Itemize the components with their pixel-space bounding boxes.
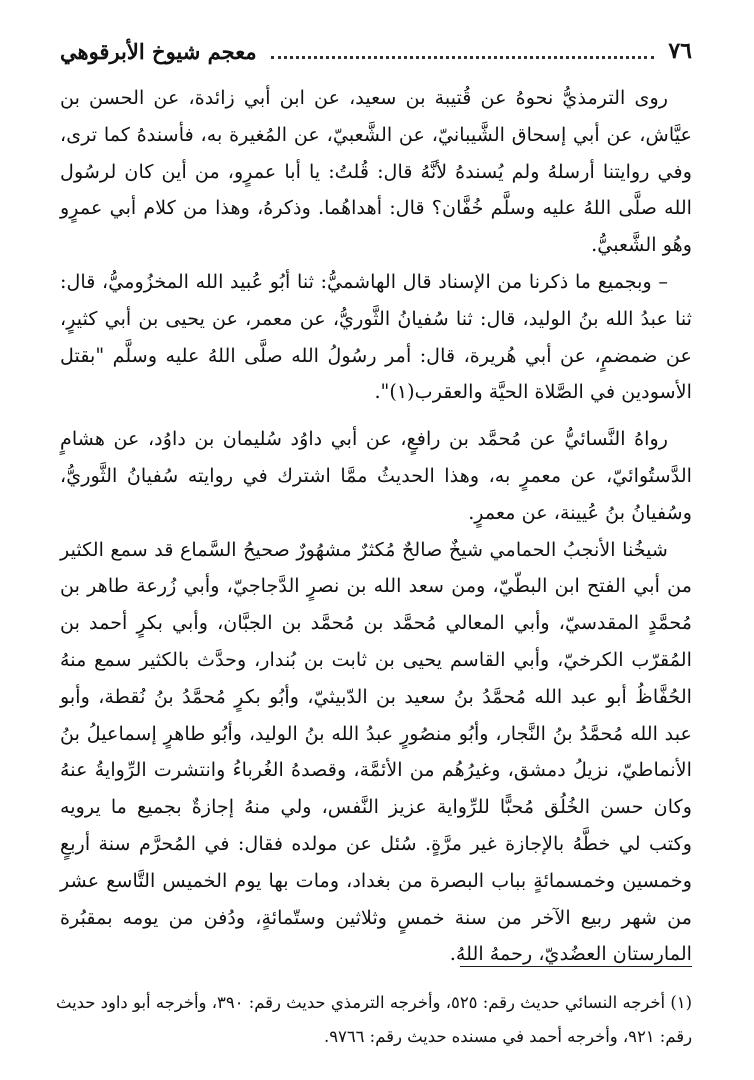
paragraph-nasai: رواهُ النَّسائيُّ عن مُحمَّد بن رافعٍ، عن أبي داوُد سُليمان بن داوُد، عن هشامٍ الدَّستُوائيّ، عن معمرٍ به، وهذا الحديثُ ممَّا اشترك في روايته سُفيانُ الثَّوريُّ، وسُفيانُ بنُ عُيينة، عن معمرٍ. [60, 427, 692, 524]
page-number: ٧٦ [668, 38, 692, 64]
running-header [60, 34, 692, 68]
footnote-separator [460, 966, 692, 967]
paragraph-biography: شيخُنا الأنجبُ الحمامي شيخٌ صالحٌ مُكثرٌ مشهُورٌ صحيحُ السَّماع قد سمع الكثير من أبي الفتح ابن البطّيّ، ومن سعد الله بن نصرٍ الدَّجاجيّ، وأبي زُرعة طاهر بن مُحمَّدٍ المقدسيّ، وأبي المعالي مُحمَّد بن مُحمَّد بن الجبَّان، وأبي بكرٍ أحمد بن المُقرّب الكرخيّ، وأبي القاسم يحيى بن ثابت بن بُندار، وحدَّث بالكثير سمع منهُ الحُفَّاظُ أبو عبد الله مُحمَّدُ بنُ سعيد بن الدّبيثيّ، وأبُو بكرٍ مُحمَّدُ بنُ نُقطة، وأبو عبد الله مُحمَّدُ بنُ النَّجار، وأبُو منصُورٍ عبدُ الله بنُ الوليد، وأبُو طاهرٍ إسماعيلُ بنُ الأنماطيّ، نزيلُ دمشق، وغيرُهُم من الأئمَّة، وقصدهُ الغُرباءُ وانتشرت الرِّوايةُ عنهُ وكان حسن الخُلُق مُحبًّا للرِّواية عزيز النَّفس، ولي منهُ إجازةٌ بجميع ما يرويه وكتب لي خطَّهُ بالإجازة غير مرَّةٍ. سُئل عن مولده فقال: في المُحرَّم سنة أربعٍ وخمسين وخمسمائةٍ بباب البصرة من بغداد، ومات بها يوم الخميس التَّاسع عشر من شهر ربيع الآخر من سنة خمسٍ وثلاثين وستّمائةٍ، ودُفن من يومه بمقبُرة المارستان العضُديّ، رحمهُ اللهُ. [60, 537, 692, 966]
footnote-1: (١) أخرجه النسائي حديث رقم: ٥٢٥، وأخرجه الترمذي حديث رقم: ٣٩٠، وأخرجه أبو داود حديث رقم: ٩٢١، وأخرجه أحمد في مسنده حديث رقم: ٩٧٦٦. [56, 993, 692, 1046]
paragraph-tirmidhi: روى الترمذيُّ نحوهُ عن قُتيبة بن سعيد، عن ابن أبي زائدة، عن الحسن بن عيَّاش، عن أبي إسحاق الشَّيبانيّ، عن الشَّعبيّ، عن المُغيرة به، فأسندهُ كما ترى، وفي روايتنا أرسلهُ ولم يُسندهُ لأنَّهُ قال: قُلتُ: يا أبا عمرٍو، من أين كان لرسُول الله صلَّى اللهُ عليه وسلَّم خُفَّان؟ قال: أهداهُما. وذكرهُ، وهذا من كلام أبي عمرٍو وهُو الشَّعبيُّ. [60, 86, 692, 257]
footnotes [56, 986, 692, 1054]
paragraph-hadith: – وبجميع ما ذكرنا من الإسناد قال الهاشميُّ: ثنا أبُو عُبيد الله المخزُوميُّ، قال: ثنا عبدُ الله بنُ الوليد، قال: ثنا سُفيانُ الثَّوريُّ، عن معمر، عن يحيى بن أبي كثيرٍ، عن ضمضمٍ، عن أبي هُريرة، قال: أمر رسُولُ الله صلَّى اللهُ عليه وسلَّم "بقتل الأسودين في الصَّلاة الحيَّة والعقرب(١)". [60, 269, 692, 404]
main-text [60, 80, 692, 973]
book-title: معجم شيوخ الأبرقوهي [60, 38, 257, 64]
header-dot-leader [271, 56, 655, 59]
